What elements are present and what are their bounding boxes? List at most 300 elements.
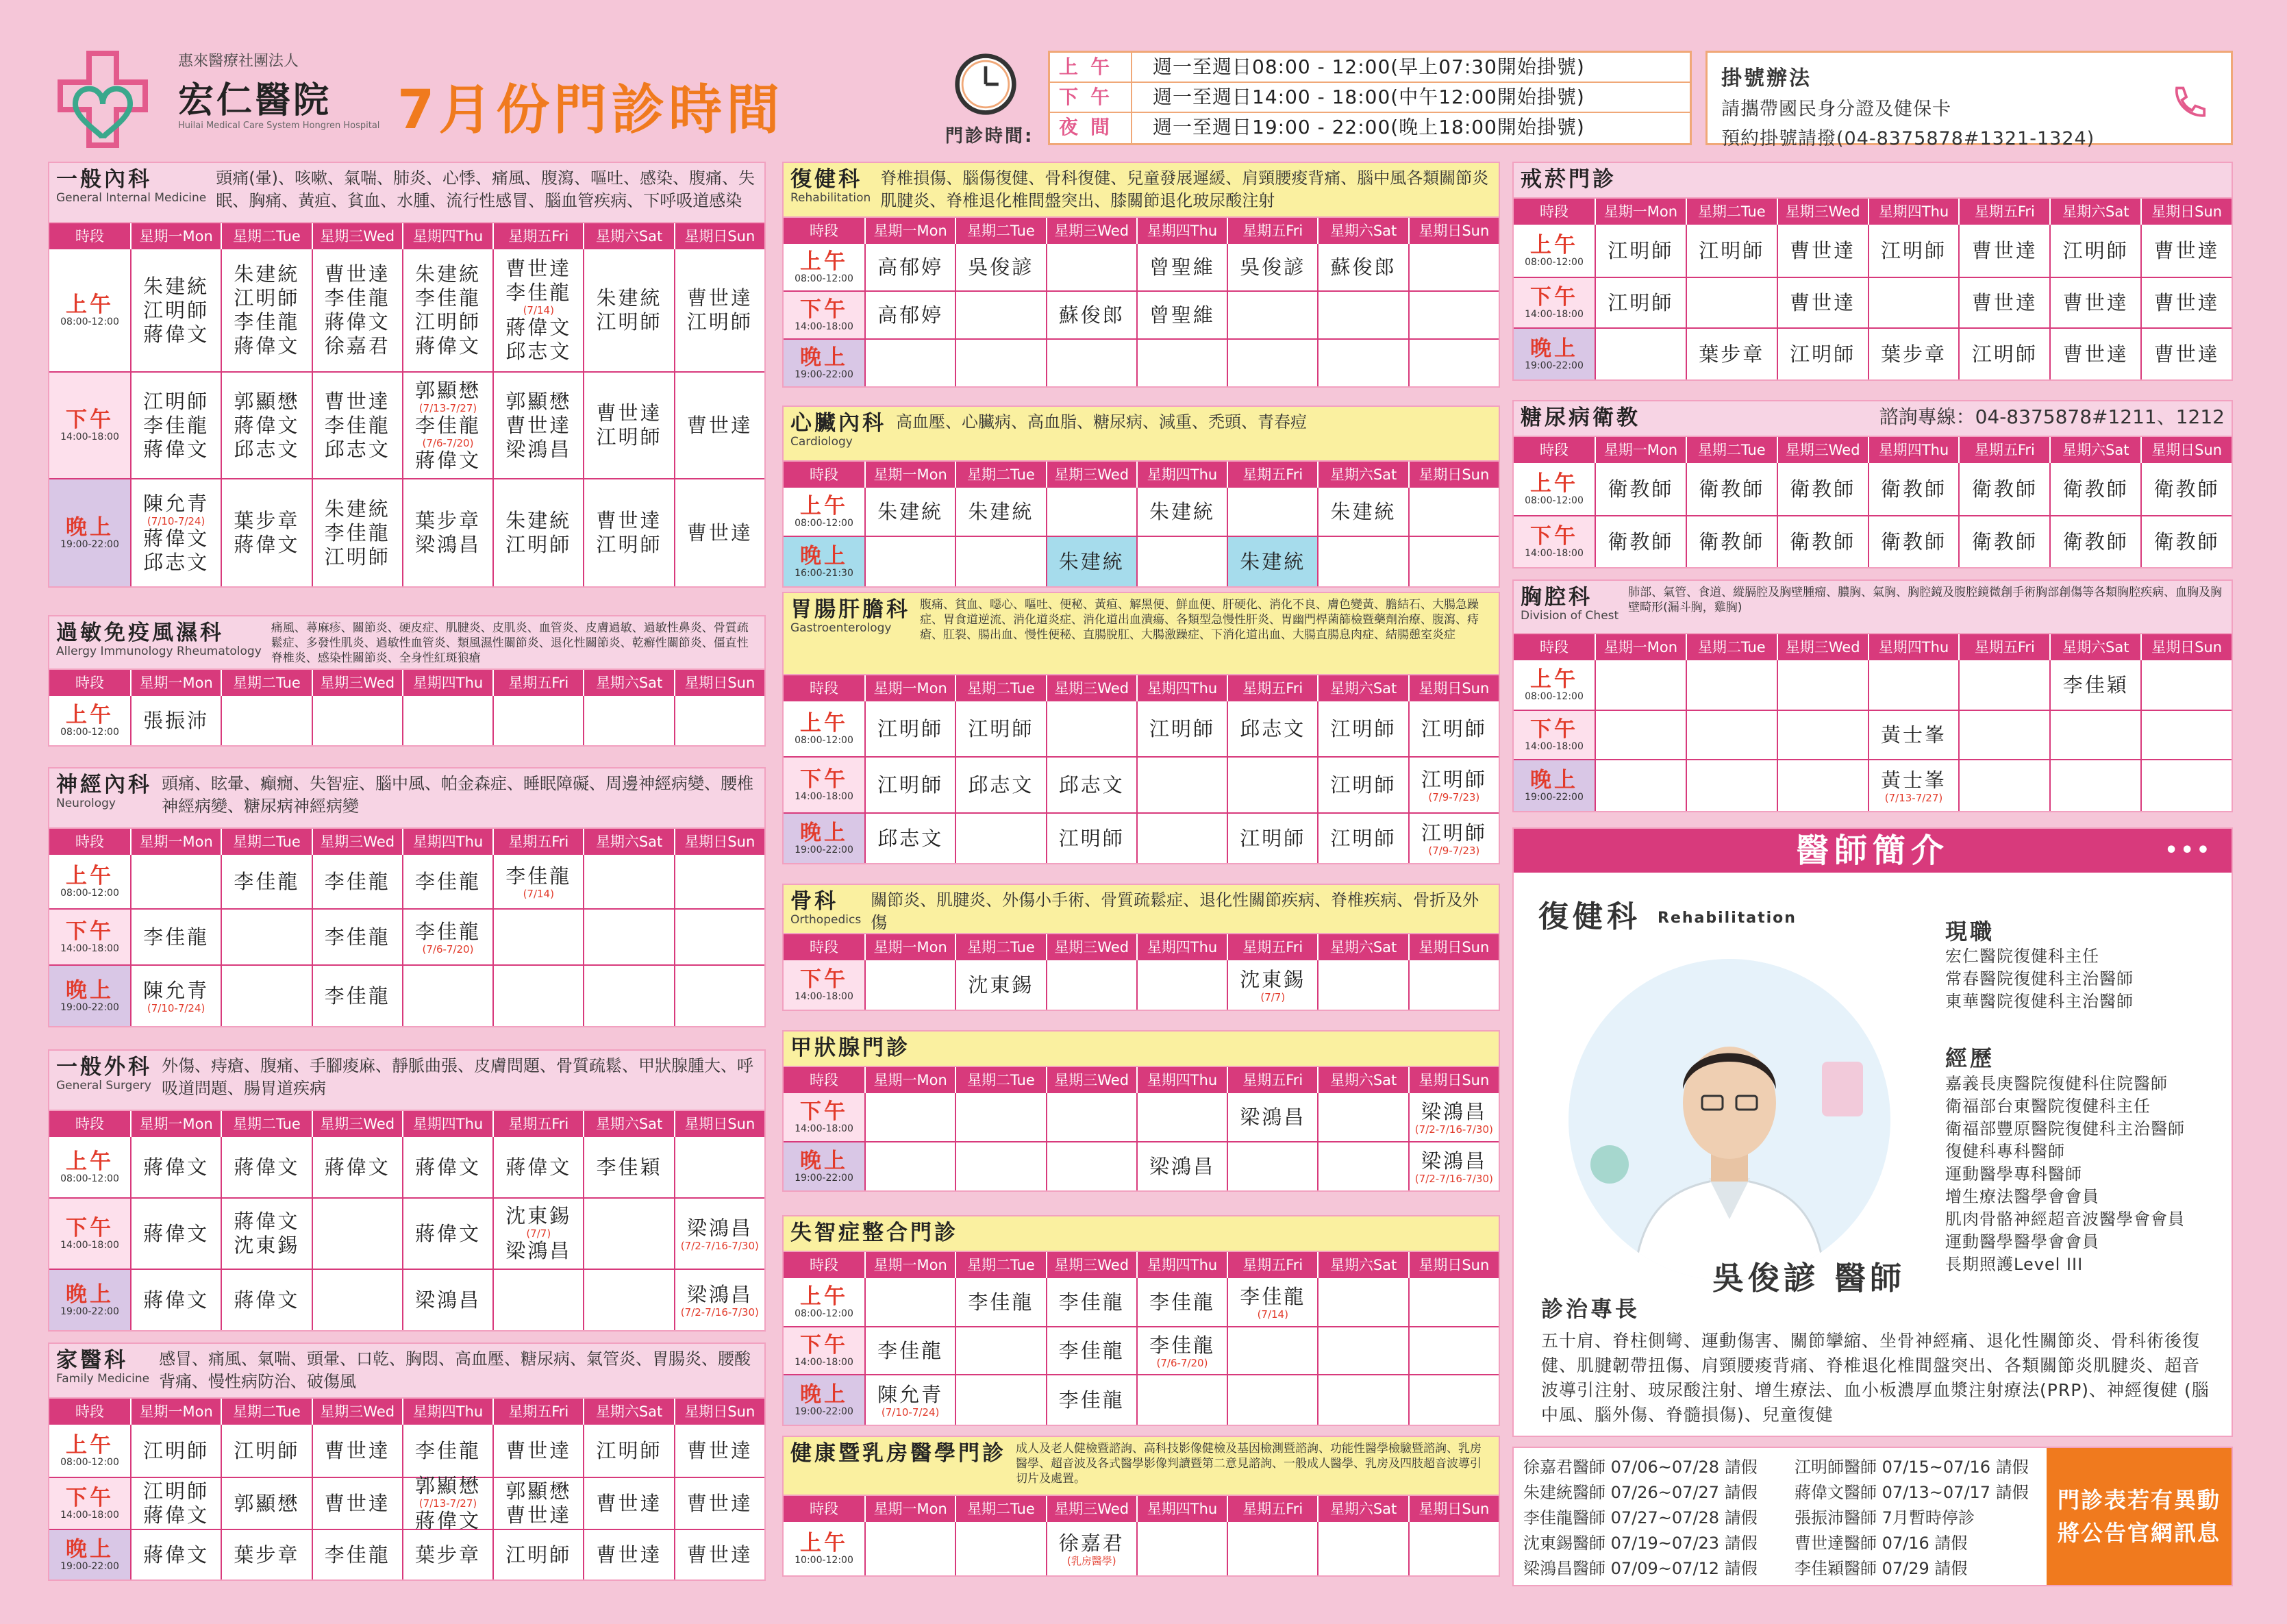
doctor-cell <box>1319 1375 1409 1425</box>
day-header: 星期四Thu <box>1138 218 1228 244</box>
doctor-cell <box>1047 244 1138 290</box>
doctor-name: 李佳龍 <box>324 286 390 310</box>
schedule-row <box>49 1199 764 1270</box>
doctor-cell <box>2051 329 2142 379</box>
doctor-cell <box>675 1478 764 1529</box>
day-header: 星期四Thu <box>403 1111 494 1137</box>
doctor-name: 蔣偉文 <box>234 413 300 437</box>
date-note: (7/6-7/20) <box>422 942 474 955</box>
slot-label <box>784 340 866 386</box>
schedule-row <box>784 1093 1499 1142</box>
slot-header: 時段 <box>49 1111 132 1137</box>
doctor-name: 江明師 <box>877 773 944 797</box>
slot-time: 19:00-22:00 <box>795 369 853 380</box>
column-header-row <box>784 1496 1499 1522</box>
day-header: 星期五Fri <box>1228 934 1319 960</box>
panel-header <box>1514 401 2232 437</box>
hours-text: 週一至週日14:00 - 18:00(中午12:00開始掛號) <box>1153 86 1585 108</box>
doctor-cell <box>1687 329 1778 379</box>
doctor-cell <box>584 1199 675 1269</box>
doctor-name: 蔣偉文 <box>143 1503 210 1527</box>
doctor-name: 曹世達 <box>2062 290 2129 314</box>
doctor-name: 曹世達 <box>505 413 572 437</box>
doctor-name: 曹世達 <box>596 1542 662 1566</box>
day-header: 星期六Sat <box>1319 462 1409 488</box>
dept-name: 胸腔科 <box>1521 585 1592 610</box>
day-header: 星期一Mon <box>866 462 956 488</box>
doctor-name: 郭顯懋 <box>414 1474 481 1497</box>
experience-title: 經歷 <box>1945 1045 1995 1071</box>
panel-gastro <box>782 592 1500 864</box>
doctor-name: 蔣偉文 <box>234 334 300 358</box>
dept-description: 高血壓、心臟病、高血脂、糖尿病、減重、禿頭、青春痘 <box>896 412 1307 432</box>
panel-header <box>49 1051 764 1111</box>
day-header: 星期五Fri <box>494 223 584 249</box>
doctor-name: 李佳龍 <box>1149 1290 1215 1314</box>
doctor-cell <box>1228 340 1319 386</box>
doctor-cell <box>132 479 222 586</box>
doctor-cell <box>1228 701 1319 756</box>
day-header: 星期一Mon <box>132 670 222 696</box>
day-header: 星期六Sat <box>1319 1496 1409 1522</box>
doctor-cell <box>1228 1142 1319 1190</box>
schedule-row <box>1514 463 2232 516</box>
day-header: 星期二Tue <box>956 462 1047 488</box>
column-header-row <box>1514 199 2232 225</box>
doctor-name: 江明師 <box>1971 342 2038 366</box>
column-header-row <box>784 1252 1499 1278</box>
day-header: 星期六Sat <box>1319 675 1409 701</box>
doctor-name: 李佳龍 <box>143 925 210 949</box>
current-item: 東華醫院復健科主治醫師 <box>1945 992 2134 1011</box>
doctor-name: 衛教師 <box>2062 529 2129 553</box>
doctor-cell <box>132 1425 222 1477</box>
day-header: 星期日Sun <box>1419 223 1490 239</box>
day-header: 星期二Tue <box>956 1252 1047 1278</box>
leave-item: 梁鴻昌醫師 07/09~07/12 請假 <box>1523 1559 1758 1578</box>
dept-description: 外傷、痔瘡、腹痛、手腳痠麻、靜脈曲張、皮膚問題、骨質疏鬆、甲狀腺腫大、呼吸道問題、腸胃道疾病 <box>162 1056 753 1098</box>
dept-hotline: 諮詢專線：04-8375878#1211、1212 <box>1879 405 2225 428</box>
doctor-cell <box>222 1199 312 1269</box>
slot-name: 下午 <box>800 967 848 992</box>
schedule-change-notice: 門診表若有異動將公告官網訊息 <box>2047 1448 2232 1585</box>
doctor-name: 李佳龍 <box>324 1542 390 1566</box>
column-header-row <box>784 1067 1499 1093</box>
doctor-cell <box>2051 463 2142 515</box>
doctor-name: 曹世達 <box>1971 290 2038 314</box>
schedule-row <box>49 855 764 910</box>
doctor-cell <box>313 479 403 586</box>
doctor-name: 江明師 <box>414 310 481 334</box>
doctor-cell <box>1410 1375 1499 1425</box>
day-header: 星期日Sun <box>1419 680 1490 697</box>
panel-header <box>1514 163 2232 199</box>
doctor-cell <box>1778 225 1869 277</box>
slot-time: 14:00-18:00 <box>60 943 119 954</box>
panel-neuro <box>48 767 766 1027</box>
doctor-cell <box>222 910 312 964</box>
schedule-row <box>49 966 764 1026</box>
doctor-cell <box>494 1137 584 1197</box>
doctor-name: 沈東錫 <box>505 1204 572 1227</box>
doctor-cell <box>866 960 956 1010</box>
doctor-cell <box>866 1278 956 1326</box>
doctor-name: 黃士峯 <box>1881 768 1947 792</box>
column-header-row <box>49 1399 764 1425</box>
slot-header: 時段 <box>49 829 132 855</box>
day-header: 星期五Fri <box>494 829 584 855</box>
doctor-cell <box>1138 701 1228 756</box>
doctor-name: 吳俊諺 <box>968 255 1034 279</box>
dept-name: 甲狀腺門診 <box>790 1036 910 1060</box>
slot-name: 下午 <box>1530 524 1578 549</box>
hours-label: 夜間 <box>1050 113 1132 143</box>
day-header: 星期五Fri <box>1960 437 2051 463</box>
doctor-name: 沈東錫 <box>234 1234 300 1257</box>
slot-name: 上午 <box>66 1149 114 1174</box>
doctor-cell <box>2051 516 2142 567</box>
slot-time: 19:00-22:00 <box>60 539 119 550</box>
doctor-cell <box>675 1530 764 1579</box>
doctor-cell <box>1778 711 1869 759</box>
doctor-cell <box>1960 760 2051 811</box>
doctor-cell <box>866 537 956 586</box>
doctor-cell <box>313 1137 403 1197</box>
slot-label <box>49 855 132 908</box>
dept-name: 一般外科 <box>56 1055 152 1079</box>
doctor-cell <box>956 488 1047 536</box>
column-header-row <box>1514 634 2232 660</box>
slot-time: 14:00-18:00 <box>795 321 853 332</box>
slot-name: 上午 <box>800 711 848 736</box>
doctor-name: 梁鴻昌 <box>505 1239 572 1262</box>
leave-item: 李佳龍醫師 07/27~07/28 請假 <box>1523 1508 1758 1527</box>
doctor-cell <box>1778 516 1869 567</box>
dept-title <box>1521 167 1616 192</box>
day-header: 星期四Thu <box>1138 462 1228 488</box>
day-header: 星期一Mon <box>866 675 956 701</box>
schedule-row <box>784 488 1499 537</box>
intro-dept-en: Rehabilitation <box>1658 910 1797 927</box>
date-note: (7/13-7/27) <box>1884 791 1943 804</box>
doctor-name: 沈東錫 <box>1240 967 1306 991</box>
panel-header <box>1514 581 2232 634</box>
doctor-cell <box>1687 711 1778 759</box>
leave-list-right <box>1795 1455 2041 1582</box>
doctor-cell <box>132 1530 222 1579</box>
day-header: 星期日Sun <box>2151 639 2223 655</box>
slot-time: 08:00-12:00 <box>1525 257 1584 268</box>
slot-label <box>1514 278 1596 327</box>
slot-name: 晚上 <box>1530 336 1578 361</box>
doctor-name: 梁鴻昌 <box>1421 1149 1487 1173</box>
doctor-name: 葉步章 <box>234 509 300 532</box>
day-header: 星期日Sun <box>1419 1072 1490 1088</box>
slot-label <box>49 1478 132 1529</box>
doctor-cell <box>1319 758 1409 812</box>
slot-label <box>49 1137 132 1197</box>
slot-label <box>49 1199 132 1269</box>
doctor-name: 陳允青 <box>877 1382 944 1406</box>
doctor-name: 曹世達 <box>505 257 572 280</box>
slot-name: 上午 <box>66 1433 114 1458</box>
doctor-cell <box>2142 711 2232 759</box>
dept-name-en: Allergy Immunology Rheumatology <box>56 645 262 658</box>
panel-thyroid <box>782 1030 1500 1192</box>
doctor-name: 衛教師 <box>1608 477 1674 501</box>
slot-label <box>1514 329 1596 379</box>
doctor-cell <box>1410 701 1499 756</box>
day-header: 星期一Mon <box>132 829 222 855</box>
schedule-row <box>1514 516 2232 567</box>
hours-row <box>1050 53 1690 83</box>
schedule-row <box>784 758 1499 814</box>
doctor-cell <box>1687 760 1778 811</box>
doctor-name: 蔣偉文 <box>143 437 210 461</box>
doctor-cell <box>403 855 494 908</box>
slot-header: 時段 <box>784 934 866 960</box>
slot-time: 14:00-18:00 <box>60 1240 119 1251</box>
day-header: 星期四Thu <box>1869 634 1960 660</box>
doctor-name: 梁鴻昌 <box>686 1216 753 1240</box>
doctor-cell <box>1047 758 1138 812</box>
slot-time: 08:00-12:00 <box>60 888 119 899</box>
date-note: (7/9-7/23) <box>1428 844 1480 857</box>
schedule-row <box>49 910 764 966</box>
current-list <box>1945 945 2134 1013</box>
doctor-cell <box>1410 814 1499 863</box>
panel-header <box>49 769 764 829</box>
doctor-cell <box>1138 960 1228 1010</box>
slot-header: 時段 <box>49 670 132 696</box>
slot-name: 晚上 <box>800 544 848 569</box>
doctor-cell <box>1138 814 1228 863</box>
slot-name: 晚上 <box>1530 768 1578 792</box>
dept-name: 骨科 <box>790 889 838 914</box>
slot-label <box>784 1093 866 1141</box>
doctor-intro-panel <box>1512 827 2233 1437</box>
doctor-name: 江明師 <box>596 310 662 334</box>
slot-time: 08:00-12:00 <box>60 727 119 738</box>
doctor-cell <box>1960 516 2051 567</box>
day-header: 星期一Mon <box>1596 199 1687 225</box>
doctor-cell <box>1047 1093 1138 1141</box>
doctor-cell <box>675 1137 764 1197</box>
dept-name: 失智症整合門診 <box>790 1221 958 1245</box>
experience-item: 運動醫學醫學會會員 <box>1945 1232 2099 1251</box>
day-header: 星期六Sat <box>584 1399 675 1425</box>
day-header: 星期二Tue <box>956 218 1047 244</box>
doctor-cell <box>1228 537 1319 586</box>
doctor-cell <box>1410 1327 1499 1374</box>
panel-header <box>784 407 1499 462</box>
day-header: 星期二Tue <box>956 675 1047 701</box>
doctor-name: 蔣偉文 <box>234 533 300 556</box>
panel-surgery <box>48 1049 766 1332</box>
doctor-cell <box>1047 814 1138 863</box>
doctor-portrait-icon <box>1569 959 1890 1281</box>
doctor-name: 李佳龍 <box>414 869 481 893</box>
date-note: (7/14) <box>1257 1308 1288 1321</box>
panel-smoke <box>1512 162 2233 381</box>
doctor-cell <box>1047 1278 1138 1326</box>
experience-item: 嘉義長庚醫院復健科住院醫師 <box>1945 1074 2168 1093</box>
doctor-name: 衛教師 <box>1971 477 2038 501</box>
leave-item: 沈東錫醫師 07/19~07/23 請假 <box>1523 1534 1758 1553</box>
doctor-name: 江明師 <box>1608 238 1674 262</box>
date-note: (7/9-7/23) <box>1428 790 1480 803</box>
slot-name: 晚上 <box>800 1149 848 1173</box>
doctor-name: 李佳龍 <box>1149 1333 1215 1357</box>
doctor-cell <box>1596 225 1687 277</box>
dept-title <box>790 1441 1006 1466</box>
doctor-cell <box>956 1142 1047 1190</box>
slot-header: 時段 <box>784 218 866 244</box>
doctor-name: 李佳龍 <box>1058 1338 1125 1362</box>
doctor-cell <box>222 373 312 478</box>
doctor-cell <box>1596 329 1687 379</box>
leave-item: 朱建統醫師 07/26~07/27 請假 <box>1523 1483 1758 1502</box>
panel-ortho <box>782 884 1500 1011</box>
doctor-name: 曹世達 <box>686 1438 753 1462</box>
doctor-name: 葉步章 <box>1699 342 1765 366</box>
schedule-row <box>784 244 1499 292</box>
doctor-name: 江明師 <box>234 1438 300 1462</box>
doctor-name: 蘇俊郎 <box>1330 255 1397 279</box>
doctor-cell <box>675 910 764 964</box>
schedule-row <box>49 1425 764 1478</box>
date-note: (7/7) <box>1260 990 1286 1003</box>
doctor-cell <box>675 966 764 1026</box>
doctor-name: 吳俊諺 醫師 <box>1712 1260 1906 1297</box>
doctor-cell <box>1778 329 1869 379</box>
doctor-cell <box>1047 1522 1138 1575</box>
doctor-cell <box>866 340 956 386</box>
slot-label <box>49 1425 132 1477</box>
doctor-name: 曾聖維 <box>1149 303 1215 327</box>
doctor-cell <box>1228 292 1319 338</box>
doctor-cell <box>1138 1522 1228 1575</box>
doctor-name: 蔣偉文 <box>414 1221 481 1245</box>
doctor-name: 曹世達 <box>1790 290 1856 314</box>
day-header: 星期四Thu <box>1138 1252 1228 1278</box>
doctor-name: 郭顯懋 <box>505 1479 572 1503</box>
day-header: 星期四Thu <box>1138 934 1228 960</box>
leave-item: 徐嘉君醫師 07/06~07/28 請假 <box>1523 1458 1758 1477</box>
doctor-cell <box>313 1270 403 1330</box>
doctor-name: 葉步章 <box>414 1542 481 1566</box>
doctor-name: 江明師 <box>1421 716 1487 740</box>
slot-label <box>784 1142 866 1190</box>
date-note: (7/6-7/20) <box>422 436 474 449</box>
doctor-cell <box>313 373 403 478</box>
slot-header: 時段 <box>49 1399 132 1425</box>
doctor-cell <box>866 244 956 290</box>
doctor-name: 曹世達 <box>2153 238 2220 262</box>
doctor-cell <box>584 479 675 586</box>
doctor-cell <box>1228 1375 1319 1425</box>
doctor-cell <box>675 249 764 371</box>
doctor-cell <box>222 1530 312 1579</box>
doctor-cell <box>584 966 675 1026</box>
doctor-cell <box>1960 278 2051 327</box>
schedule-row <box>49 479 764 586</box>
doctor-cell <box>1869 463 1960 515</box>
doctor-name: 衛教師 <box>2062 477 2129 501</box>
slot-label <box>49 479 132 586</box>
doctor-name: 郭顯懋 <box>414 378 481 402</box>
slot-header: 時段 <box>784 675 866 701</box>
slot-name: 下午 <box>1530 285 1578 310</box>
doctor-name: 江明師 <box>968 716 1034 740</box>
doctor-name: 蔣偉文 <box>234 1288 300 1312</box>
doctor-name: 高郁婷 <box>877 303 944 327</box>
current-title: 現職 <box>1945 919 1995 945</box>
panel-family <box>48 1342 766 1581</box>
doctor-cell <box>866 1327 956 1374</box>
slot-time: 16:00-21:30 <box>795 568 853 579</box>
slot-time: 14:00-18:00 <box>795 791 853 802</box>
doctor-name: 梁鴻昌 <box>1149 1154 1215 1178</box>
slot-name: 上午 <box>800 1284 848 1309</box>
slot-name: 上午 <box>800 249 848 274</box>
schedule-row <box>784 960 1499 1010</box>
doctor-name: 蔣偉文 <box>143 1542 210 1566</box>
doctor-cell <box>132 966 222 1026</box>
doctor-name: 江明師 <box>686 310 753 334</box>
panel-header <box>784 163 1499 218</box>
slot-name: 下午 <box>800 767 848 792</box>
slot-name: 下午 <box>66 408 114 432</box>
panel-cardio <box>782 405 1500 588</box>
doctor-name: 李佳龍 <box>234 869 300 893</box>
doctor-cell <box>313 1425 403 1477</box>
doctor-name: 李佳龍 <box>143 413 210 437</box>
slot-label <box>784 488 866 536</box>
doctor-name: 江明師 <box>1330 826 1397 850</box>
doctor-cell <box>222 1425 312 1477</box>
slot-time: 14:00-18:00 <box>795 1357 853 1368</box>
slot-label <box>1514 760 1596 811</box>
slot-header: 時段 <box>49 223 132 249</box>
day-header: 星期四Thu <box>1138 675 1228 701</box>
panel-allergy <box>48 615 766 747</box>
slot-time: 19:00-22:00 <box>1525 360 1584 371</box>
slot-time: 19:00-22:00 <box>60 1561 119 1572</box>
dept-title <box>56 167 206 204</box>
doctor-cell <box>494 1199 584 1269</box>
doctor-cell <box>2142 760 2232 811</box>
day-header: 星期四Thu <box>403 223 494 249</box>
schedule-row <box>49 249 764 373</box>
leave-item: 江明師醫師 07/15~07/16 請假 <box>1795 1458 2029 1477</box>
slot-name: 下午 <box>66 1486 114 1510</box>
hospital-name-en: Huilai Medical Care System Hongren Hospital <box>178 121 380 131</box>
slot-label <box>1514 660 1596 710</box>
dept-name: 糖尿病衛教 <box>1521 405 1640 430</box>
dots-icon: ••• <box>2164 838 2212 862</box>
slot-label <box>784 537 866 586</box>
doctor-cell <box>1319 537 1409 586</box>
day-header: 星期日Sun <box>684 834 755 850</box>
day-header: 星期日Sun <box>684 675 755 691</box>
day-header: 星期六Sat <box>2051 199 2142 225</box>
dept-name-en: General Internal Medicine <box>56 191 207 205</box>
doctor-name: 蔣偉文 <box>505 1155 572 1179</box>
dept-description: 成人及老人健檢暨諮詢、高科技影像健檢及基因檢測暨諮詢、功能性醫學檢驗暨諮詢、乳房醫學、超音波及各式醫學影像判讀暨第二意見諮詢、一般成人醫學、乳房及四肢超音波導引切片及處置。 <box>1016 1442 1482 1486</box>
doctor-cell <box>584 1530 675 1579</box>
slot-name: 晚上 <box>66 1282 114 1307</box>
